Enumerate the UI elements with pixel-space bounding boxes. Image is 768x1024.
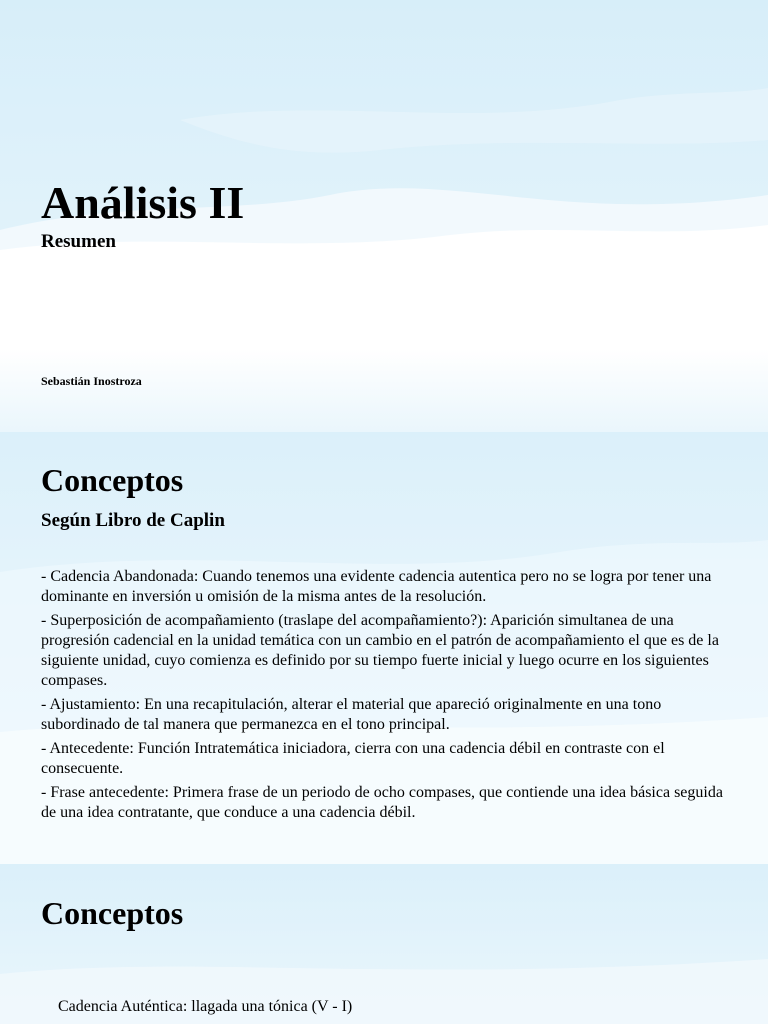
concept-item: - Antecedente: Función Intratemática iniciadora, cierra con una cadencia débil en contraste con el consecuente. [41,740,665,777]
concept-item: - Cadencia Abandonada: Cuando tenemos una evidente cadencia autentica pero no se logra por tener una dominante en inversión u omisión de la misma antes de la resolución. [41,568,712,605]
title-slide [0,0,768,432]
concepts-list [41,567,731,827]
author-name: Sebastián Inostroza [41,374,142,388]
concept-line: Cadencia Auténtica: llagada una tónica (V - I) [58,998,353,1015]
concept-item: - Superposición de acompañamiento (traslape del acompañamiento?): Aparición simultanea de una progresión cadencial en la unidad temática con un cambio en el patrón de acompañamiento el que es de la siguiente unidad, cuyo comienza es definido por su tiempo fuerte inicial y luego ocurre en los siguientes compases. [41,612,719,689]
concept-item: - Frase antecedente: Primera frase de un periodo de ocho compases, que contiende una idea básica seguida de una idea contratante, que conduce a una cadencia débil. [41,784,723,821]
presentation-title: Análisis II [41,177,245,228]
concepts-subtitle: Según Libro de Caplin [41,510,225,531]
concept-item: - Ajustamiento: En una recapitulación, alterar el material que apareció originalmente en una tono subordinado de tal manera que permanezca en el tono principal. [41,696,662,733]
concepts-title-2: Conceptos [41,895,184,931]
presentation-subtitle: Resumen [41,231,116,252]
concepts-title: Conceptos [41,462,184,498]
